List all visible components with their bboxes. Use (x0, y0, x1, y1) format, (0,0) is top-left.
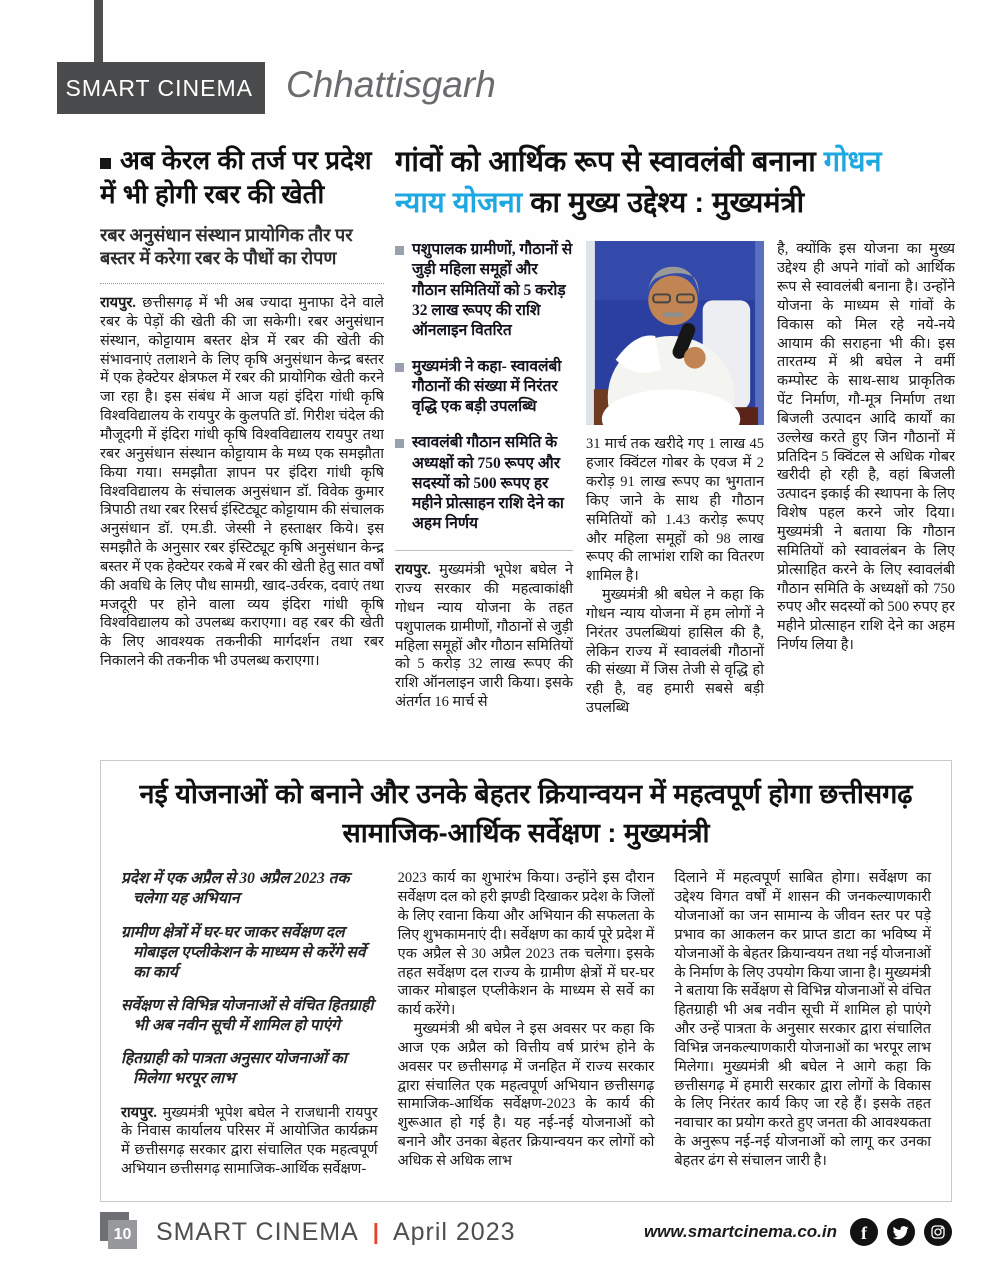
box-col2 (398, 869, 655, 1179)
bullet-square-icon (395, 439, 404, 448)
bullet-square-icon (395, 246, 404, 255)
article-body (100, 294, 384, 671)
article-body: 31 मार्च तक खरीदे गए 1 लाख 45 हजार क्विंटल गोबर के एवज में 2 करोड़ 91 लाख रूपए का भुगतान किए जाने के साथ ही गौठान समितियों को 1.43 करोड़ रूपए और महिला समूहों को 98 लाख रूपए की लाभांश राशि का वितरण शामिल है। (586, 436, 764, 585)
footer-left (100, 1210, 516, 1254)
headline-blue-text: गोधन (823, 146, 882, 178)
twitter-icon (887, 1218, 915, 1246)
facebook-icon (850, 1218, 878, 1246)
article-headline (100, 144, 384, 212)
box-columns (121, 869, 931, 1179)
article-godhan-nyay-yojana (395, 142, 955, 758)
headline-black-text: का मुख्य उद्देश्य : मुख्यमंत्री (522, 187, 805, 220)
website-url: www.smartcinema.co.in (643, 1222, 837, 1241)
article-socioeconomic-survey (100, 760, 952, 1202)
main-headline (395, 142, 955, 224)
article-body (395, 561, 573, 712)
highlight-bullet (395, 357, 573, 417)
article-body: 2023 कार्य का शुभारंभ किया। उन्होंने इस दौरान सर्वेक्षण दल को हरी झण्डी दिखाकर प्रदेश के जिलों के लिए रवाना किया और अभियान की सफलता के लिए शुभकामनाएं दी। सर्वेक्षण का कार्य पूरे प्रदेश में एक अप्रैल से 30 अप्रैल 2023 तक चलेगा। इसके तहत सर्वेक्षण दल राज्य के ग्रामीण क्षेत्रों में घर-घर जाकर मोबाइल एप्लीकेशन के माध्यम से सर्वे का कार्य करेंगे। (397, 870, 655, 1019)
main-article-col1 (395, 240, 573, 718)
box-col3 (674, 869, 931, 1179)
masthead-brand: SMART CINEMA (65, 74, 253, 101)
headline-square-marker (100, 158, 111, 169)
italic-bullet: प्रदेश में एक अप्रैल से 30 अप्रैल 2023 तक चलेगा यह अभियान (121, 870, 350, 908)
article-rubber-farming (100, 144, 384, 758)
box-col1 (121, 869, 378, 1179)
masthead-brand-box (57, 62, 265, 114)
masthead-edition: Chhattisgarh (286, 64, 496, 105)
article-body: मुख्यमंत्री श्री बघेल ने इस अवसर पर कहा कि आज एक अप्रैल को वित्तीय वर्ष प्रारंभ होने के अवसर पर छत्तीसगढ़ में जनहित में राज्य सरकार द्वारा संचालित एक महत्वपूर्ण अभियान छत्तीसगढ़ सामाजिक-आर्थिक सर्वेक्षण-2023 के कार्य की शुरूआत हो गई है। यह नई-नई योजनाओं को बनाने और उनका बेहतर क्रियान्वयन कर लोगों को अधिक से अधिक लाभ (397, 1021, 655, 1169)
main-article-columns (395, 240, 955, 718)
facebook-f-glyph: f (861, 1223, 867, 1243)
highlight-bullet (395, 433, 573, 534)
footer-separator: | (372, 1219, 379, 1244)
body-text: मुख्यमंत्री भूपेश बघेल ने राज्य सरकार की महत्वाकांक्षी गोधन न्याय योजना के तहत पशुपालक ग्रामीणों, गौठानों से जुड़ी महिला समूहों और गौठान समितियों को 5 करोड़ 32 लाख रूपए की राशि ऑनलाइन जारी किया। इसके अंतर्गत 16 मार्च से (395, 562, 573, 711)
divider (100, 283, 384, 284)
bullet-text: स्वावलंबी गौठान समिति के अध्यक्षों को 750 रूपए और सदस्यों को 500 रूपए हर महीने प्रोत्साहन राशि देने का अहम निर्णय (412, 434, 564, 533)
dateline: रायपुर. (100, 295, 136, 312)
article-body: दिलाने में महत्वपूर्ण साबित होगा। सर्वेक्षण का उद्देश्य विगत वर्षों में शासन की जनकल्याणकारी योजनाओं का जन सामान्य के जीवन स्तर पर पड़े प्रभाव का आकलन कर प्राप्त डाटा का भविष्य में योजनाओं के बेहतर क्रियान्वयन तथा नई योजनाओं के निर्माण के लिए उपयोग किया जाना है। मुख्यमंत्री ने बताया कि सर्वेक्षण से विभिन्न योजनाओं से वंचित हितग्राही भी अब नवीन सूची में शामिल हो पाएंगे और उन्हें पात्रता के अनुसार सरकार द्वारा संचालित विभिन्न जनकल्याणकारी योजनाओं का भरपूर लाभ मिलेगा। मुख्यमंत्री श्री बघेल ने आगे कहा कि छत्तीसगढ़ में हमारी सरकार द्वारा लोगों के विकास के लिए निरंतर कार्य किए जा रहे हैं। इसके तहत नवाचार का प्रयोग करते हुए जनता की आवश्यकता के अनुरूप नई-नई योजनाओं को लागू कर उनका बेहतर ढंग से संचालन जारी है। (674, 870, 932, 1169)
page-number-badge (100, 1210, 142, 1254)
main-article-col2 (586, 240, 764, 718)
footer-brand: SMART CINEMA (156, 1217, 359, 1246)
bullet-text: मुख्यमंत्री ने कहा- स्वावलंबी गौठानों की संख्या में निरंतर वृद्धि एक बड़ी उपलब्धि (412, 358, 562, 416)
headline-blue-text: न्याय योजना (395, 187, 523, 220)
footer-right (644, 1218, 952, 1246)
body-text: छत्तीसगढ़ में भी अब ज्यादा मुनाफा देने वाले रबर के पेड़ों की खेती की जा सकेगी। रबर अनुसंधान संस्थान, कोट्टायाम बस्तर क्षेत्र में रबर की खेती की संभावनाएं तलाशने के लिए कृषि अनुसंधान केन्द्र बस्तर में एक हेक्टेयर क्षेत्रफल में रबर की प्रायोगिक खेती करने जा रहा है। इस संबंध में आज यहां इंदिरा गांधी कृषि विश्वविद्यालय के रायपुर के कुलपति डॉ. गिरीश चंदेल की मौजूदगी में इंदिरा गांधी कृषि विश्वविद्यालय रायपुर तथा रबर अनुसंधान संस्थान कोट्टायाम के मध्य एक समझौता किया गया। समझौता ज्ञापन पर इंदिरा गांधी कृषि विश्वविद्यालय के संचालक अनुसंधान डॉ. विवेक कुमार त्रिपाठी तथा रबर रिसर्च इंस्टिट्यूट कोट्टायाम की संचालक अनुसंधान डॉ. एम.डी. जेस्सी ने हस्ताक्षर किये। इस समझौते के अनुसार रबर इंस्टिट्यूट कृषि अनुसंधान केन्द्र बस्तर में एक हेक्टेयर रकबे में रबर की खेती हेतु सात वर्षों की अवधि के लिए पौध सामग्री, खाद-उर्वरक, दवाएं तथा मजदूरी पर होने वाला व्यय इंदिरा गांधी कृषि विश्वविद्यालय को उपलब्ध कराएगा। वह रबर की खेती के लिए आवश्यक तकनीकी मार्गदर्शन तथा रबर निकालने की तकनीक भी उपलब्ध कराएगा। (100, 295, 384, 670)
page-number: 10 (108, 1220, 137, 1249)
bullet-square-icon (395, 363, 404, 372)
headline-text: अब केरल की तर्ज पर प्रदेश में भी होगी रबर की खेती (100, 145, 372, 209)
main-headline-line2 (395, 183, 955, 224)
article-body: मुख्यमंत्री श्री बघेल ने कहा कि गोधन न्याय योजना में हम लोगों ने निरंतर उपलब्धियां हासिल की है, लेकिन राज्य में स्वावलंबी गौठानों की संख्या में जिस तेजी से वृद्धि हो रही है, वह हमारी सबसे बड़ी उपलब्धि (586, 587, 764, 717)
main-headline-line1 (395, 142, 955, 183)
dateline: रायपुर. (121, 1104, 157, 1121)
bullet-text: पशुपालक ग्रामीणों, गौठानों से जुड़ी महिला समूहों और गौठान समितियों को 5 करोड़ 32 लाख रूपए की राशि ऑनलाइन वितरित (412, 241, 573, 339)
footer-issue-date: April 2023 (392, 1217, 516, 1246)
italic-bullet: ग्रामीण क्षेत्रों में घर-घर जाकर सर्वेक्षण दल मोबाइल एप्लीकेशन के माध्यम से करेंगे सर्वे का कार्य (121, 923, 366, 981)
highlight-bullet (395, 240, 573, 341)
page-footer (100, 1210, 952, 1262)
box-headline: नई योजनाओं को बनाने और उनके बेहतर क्रियान्वयन में महत्वपूर्ण होगा छत्तीसगढ़ सामाजिक-आर्थिक सर्वेक्षण : मुख्यमंत्री (139, 779, 913, 849)
italic-bullet: हितग्राही को पात्रता अनुसार योजनाओं का मिलेगा भरपूर लाभ (121, 1050, 347, 1088)
body-text: मुख्यमंत्री भूपेश बघेल ने राजधानी रायपुर के निवास कार्यालय परिसर में आयोजित कार्यक्रम में छत्तीसगढ़ सरकार द्वारा संचालित एक महत्वपूर्ण अभियान छत्तीसगढ़ सामाजिक-आर्थिक सर्वेक्षण- (121, 1104, 378, 1178)
divider (395, 550, 573, 551)
cm-speaking-photo (586, 240, 764, 426)
instagram-icon (924, 1218, 952, 1246)
article-body (121, 1104, 378, 1179)
corner-tick-bar (94, 0, 103, 63)
italic-bullet: सर्वेक्षण से विभिन्न योजनाओं से वंचित हितग्राही भी अब नवीन सूची में शामिल हो पाएंगे (121, 996, 374, 1035)
article-body: है, क्योंकि इस योजना का मुख्य उद्देश्य ही अपने गांवों को आर्थिक रूप से स्वावलंबी बनाना है। उन्होंने योजना के माध्यम से गांवों के विकास को मिल रहे नये-नये आयाम की सराहना भी की। इस तारतम्य में श्री बघेल ने वर्मी कम्पोस्ट के साथ-साथ प्राकृतिक पेंट निर्माण, गौ-मूत्र निर्माण तथा बिजली उत्पादन आदि कार्यों का उल्लेख करते हुए जिन गौठानों में प्रतिदिन 5 क्विंटल से अधिक गोबर खरीदी हो रही है, वहां बिजली उत्पादन इकाई की स्थापना के लिए विशेष पहल करने जोर दिया। मुख्यमंत्री ने बताया कि गौठान समितियों को स्वावलंबन के लिए प्रोत्साहित करने के लिए स्वावलंबी गौठान समिति के अध्यक्षों को 750 रुपए और सदस्यों को 500 रुपए हर महीने प्रोत्साहन राशि देने का अहम निर्णय लिया है। (777, 241, 955, 654)
article-subhead: रबर अनुसंधान संस्थान प्रायोगिक तौर पर बस्तर में करेगा रबर के पौधों का रोपण (100, 224, 353, 269)
main-article-col3 (777, 240, 955, 718)
dateline: रायपुर. (395, 562, 431, 579)
headline-black-text: गांवों को आर्थिक रूप से स्वावलंबी बनाना (395, 146, 824, 178)
